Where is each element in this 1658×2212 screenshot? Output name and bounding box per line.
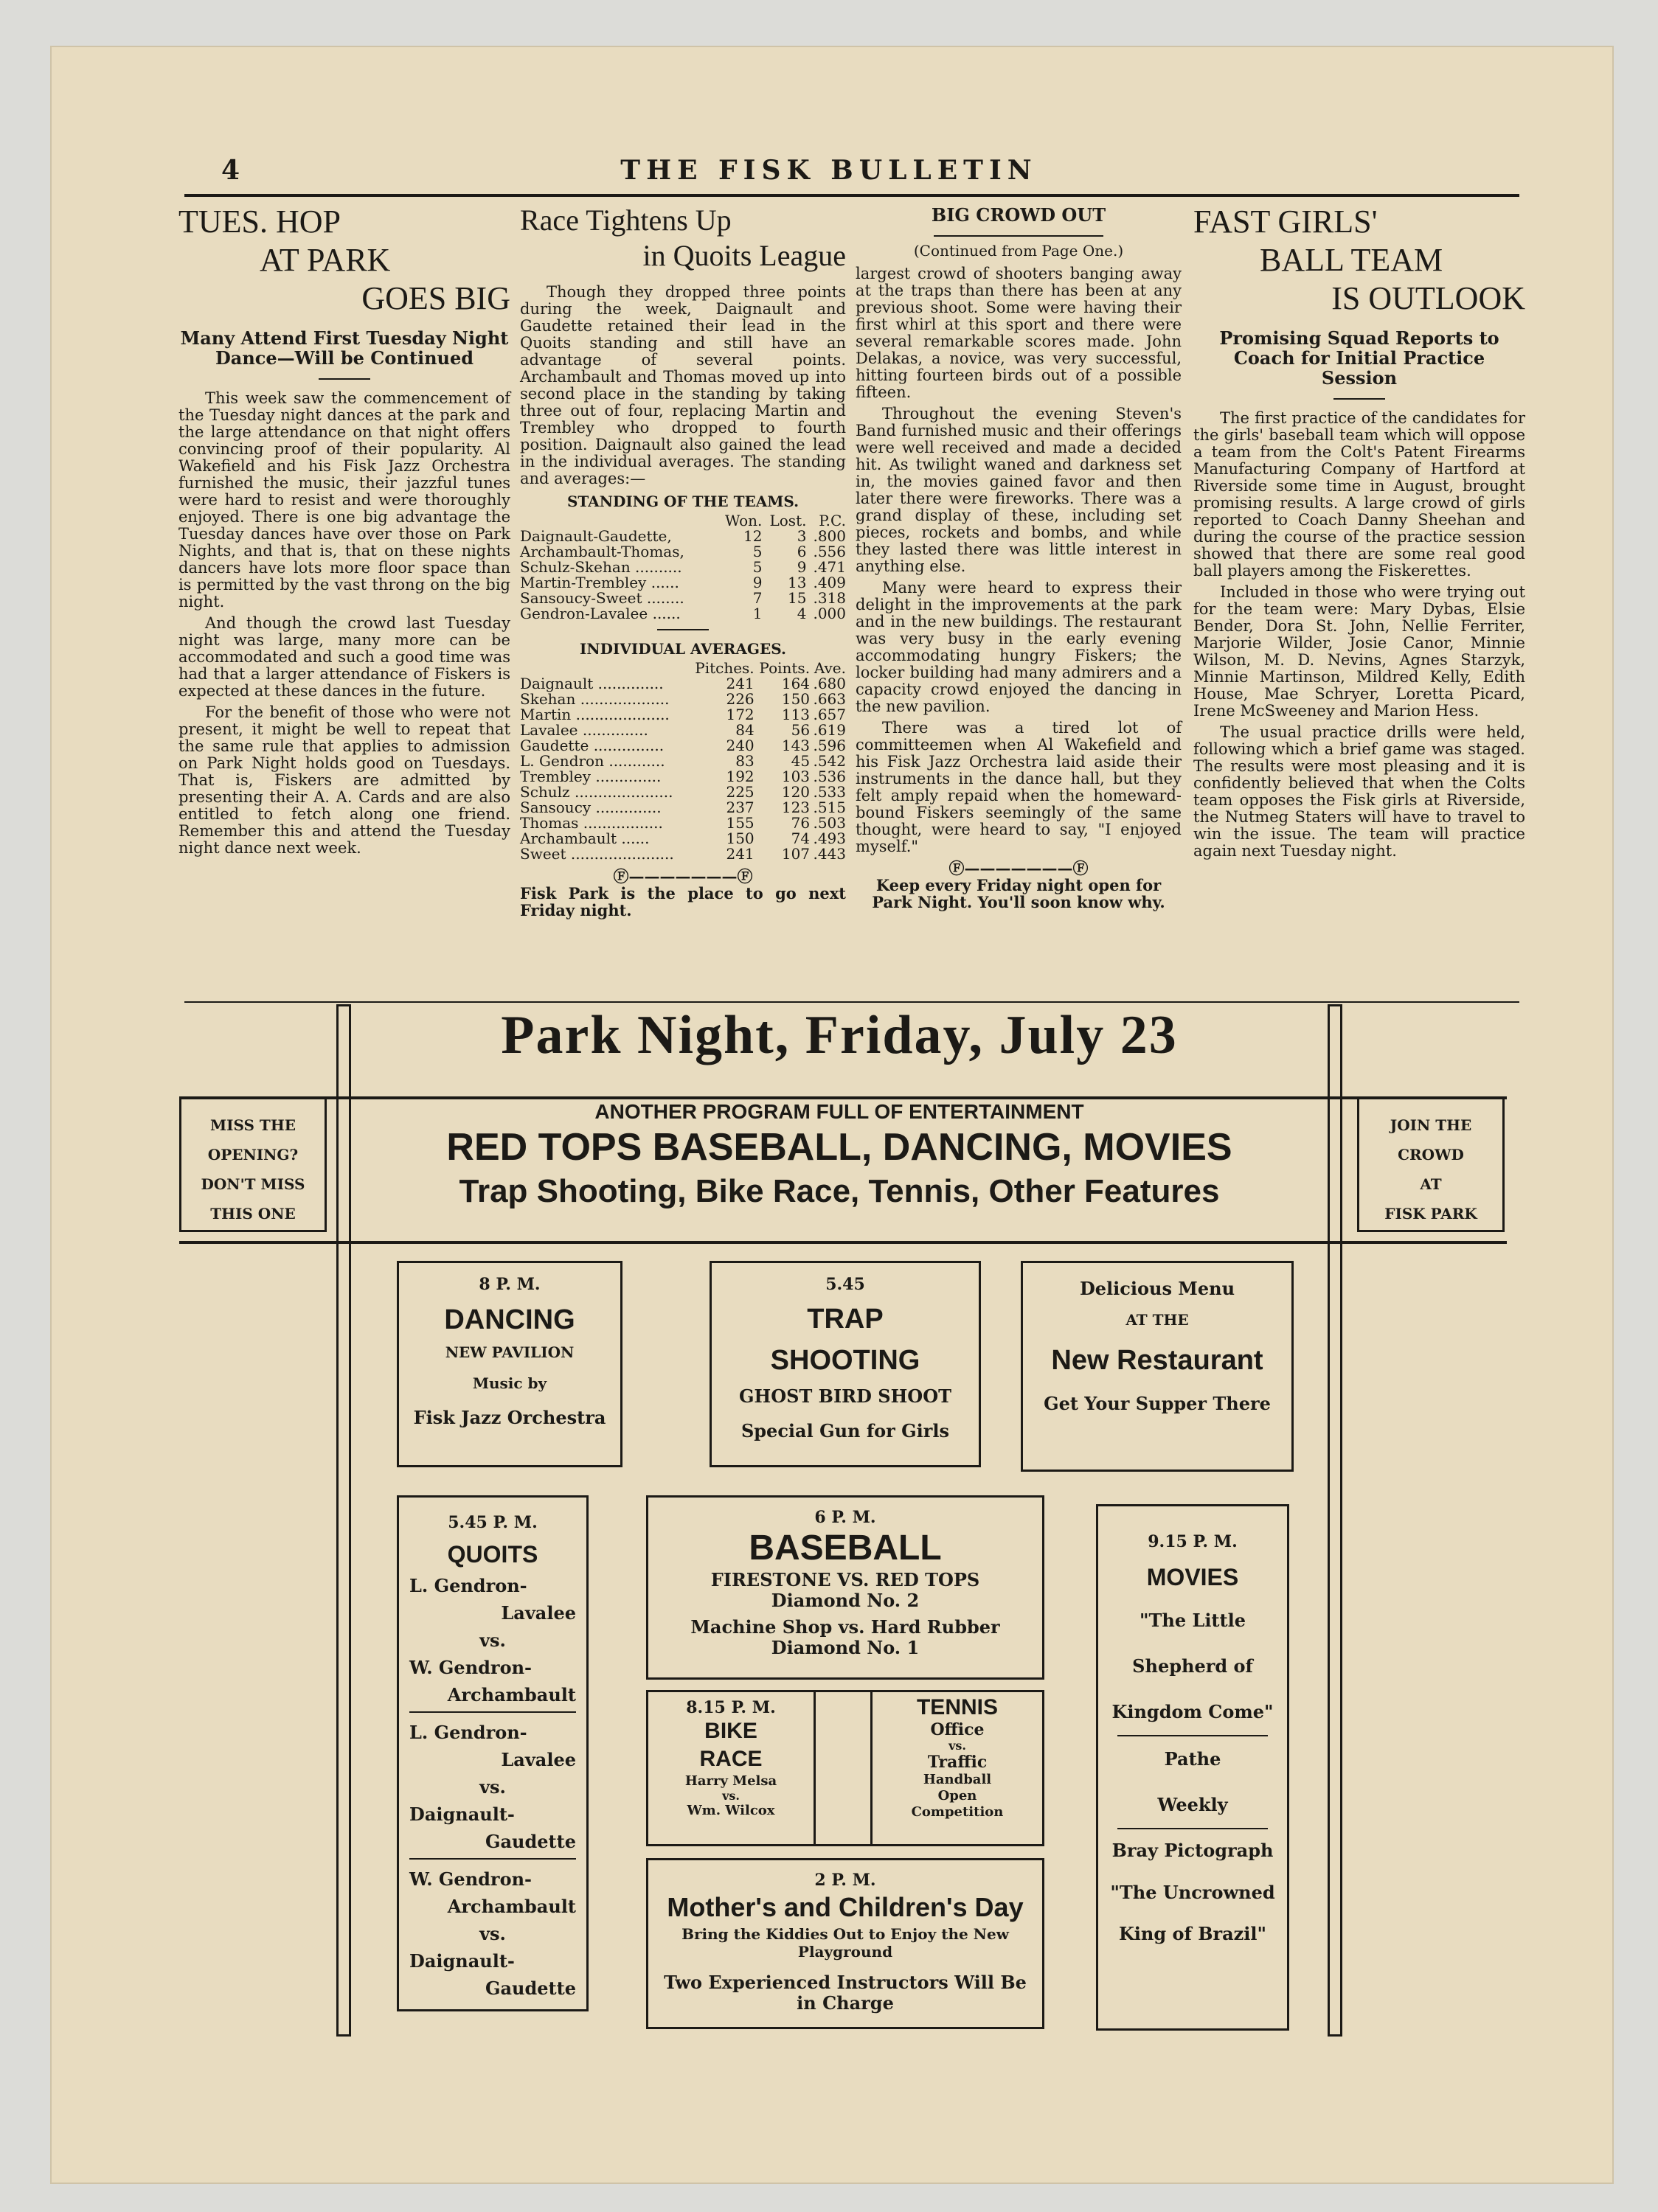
ad-right-line: CROWD xyxy=(1398,1146,1464,1164)
cell: 7 xyxy=(752,589,763,607)
team: Daignault- xyxy=(409,1950,515,1972)
filler-divider: Ⓕ———————Ⓕ xyxy=(613,867,753,886)
cell: 120 xyxy=(781,783,811,801)
table-row xyxy=(520,738,846,754)
team: Office xyxy=(930,1720,985,1739)
headline-line: FAST GIRLS' xyxy=(1193,204,1378,240)
event-sub: GHOST BIRD SHOOT xyxy=(739,1385,951,1407)
ad-restaurant-box xyxy=(1021,1261,1294,1472)
quoits-match xyxy=(409,1865,576,2002)
film-title: King of Brazil" xyxy=(1118,1923,1267,1944)
table-header xyxy=(520,661,689,676)
cell: Archambault ...... xyxy=(520,830,650,847)
paragraph: And though the crowd last Tuesday night was large, many more can be accommodated and such a good time was had that a larger attendance of Fiskers is expected at these dances in the future. xyxy=(178,614,510,700)
film-title: Shepherd of xyxy=(1132,1655,1253,1677)
film-title: "The Little xyxy=(1140,1610,1246,1631)
headline xyxy=(1193,203,1525,318)
headline xyxy=(520,203,846,274)
team: L. Gendron- xyxy=(409,1722,527,1743)
cell: 84 xyxy=(735,721,755,739)
event-title: New Restaurant xyxy=(1051,1345,1263,1376)
team: Lavalee xyxy=(501,1749,576,1770)
cell: 192 xyxy=(726,768,755,785)
ad-left-line: MISS THE xyxy=(210,1116,296,1134)
cell: L. Gendron ............ xyxy=(520,752,665,770)
vs: vs. xyxy=(479,1630,506,1651)
ad-right-line: FISK PARK xyxy=(1384,1205,1477,1222)
cell: .800 xyxy=(813,527,846,545)
event-title: TENNIS xyxy=(916,1695,998,1719)
filler-divider: Ⓕ———————Ⓕ xyxy=(948,859,1089,877)
article-girls-ball-team xyxy=(1193,203,1525,864)
event-time: 8 P. M. xyxy=(479,1275,541,1294)
filler-text: Fisk Park is the place to go next Friday night. xyxy=(520,884,846,919)
headline-line: GOES BIG xyxy=(361,280,510,316)
article-big-crowd xyxy=(856,206,1182,911)
paragraph: The first practice of the candidates for the girls' baseball team which will oppose a team from the Colt's Patent Firearms Manufacturing Company of Hartford at Riverside some time in August, brought promising results. A large crowd of girls reported to Coach Danny Sheehan and during the course of the practice session showed that there are some real good ball players among the Fiskerettes. xyxy=(1193,409,1525,580)
table-header: Points. xyxy=(759,659,811,677)
cell: 107 xyxy=(781,845,811,863)
table-row xyxy=(520,846,846,862)
cell: .471 xyxy=(813,558,846,576)
cell: Sweet ...................... xyxy=(520,845,674,863)
vs: vs. xyxy=(948,1739,966,1753)
ad-left-line: OPENING? xyxy=(207,1146,299,1164)
cell: Thomas ................. xyxy=(520,814,663,832)
ad-trap-box xyxy=(710,1261,981,1467)
event-note: Special Gun for Girls xyxy=(740,1420,950,1441)
page-number: 4 xyxy=(221,155,240,186)
table-row xyxy=(520,591,846,606)
table-row xyxy=(520,529,846,544)
event-sub: Bring the Kiddies Out to Enjoy the New Playground xyxy=(681,1925,1009,1961)
cell: 225 xyxy=(726,783,755,801)
event-time: 5.45 P. M. xyxy=(448,1513,538,1532)
headline-line: BALL TEAM xyxy=(1260,242,1443,278)
cell: Sansoucy .............. xyxy=(520,799,662,816)
event-title: Mother's and Children's Day xyxy=(667,1892,1024,1922)
vs: vs. xyxy=(479,1923,506,1944)
film-title: Weekly xyxy=(1157,1794,1228,1815)
event-note: Handball xyxy=(923,1772,992,1787)
ad-tennis-box xyxy=(870,1690,1044,1846)
event-note: Get Your Supper There xyxy=(1044,1393,1271,1414)
cell: .596 xyxy=(813,737,846,754)
paragraph: This week saw the commencement of the Tuesday night dances at the park and the large attendance on that night offers convincing proof of their popularity. Al Wakefield and his Fisk Jazz Orchestra furnished the music, their jazzful tunes were hard to resist and were thoroughly enjoyed. There is one big advantage the Tuesday dances have over those on Park Nights, and that is, that on these nights dancers have lots more floor space than is permitted by the vast throng on the big night. xyxy=(178,389,510,611)
masthead-rule xyxy=(184,194,1519,197)
film-title: Kingdom Come" xyxy=(1111,1701,1274,1722)
ad-bike-box xyxy=(646,1690,816,1846)
event-title: MOVIES xyxy=(1146,1564,1239,1590)
table-header: Lost. xyxy=(769,512,807,529)
event-title: BIKE xyxy=(704,1719,757,1743)
paragraph: For the benefit of those who were not present, it might be well to repeat that the same rule that applies to admission on Park Night holds good on Tuesdays. That is, Fiskers are admitted by presenting their A. A. Cards and are also entitled to fetch along one friend. Remember this and attend the Tuesday night dance next week. xyxy=(178,703,510,857)
cell: Schulz ..................... xyxy=(520,783,673,801)
event-note: Delicious Menu xyxy=(1079,1278,1235,1299)
ad-dancing-box xyxy=(397,1261,622,1467)
paragraph: The usual practice drills were held, following which a brief game was staged. The results were most pleasing and it is confidently believed that when the Colts team opposes the Fisk girls at Riverside, the Nutmeg Staters will have to travel to win the issue. The team will practice again next Tuesday night. xyxy=(1193,723,1525,860)
ad-left-line: DON'T MISS xyxy=(201,1175,305,1193)
event-note: Fisk Jazz Orchestra xyxy=(413,1407,606,1428)
subheadline: Promising Squad Reports to Coach for Initial Practice Session xyxy=(1219,327,1499,389)
table-row xyxy=(520,575,846,591)
divider xyxy=(657,629,709,630)
cell: 12 xyxy=(743,527,763,545)
cell: Lavalee .............. xyxy=(520,721,648,739)
cell: .657 xyxy=(813,706,846,723)
ad-banner xyxy=(351,1100,1328,1212)
cell: Gendron-Lavalee ...... xyxy=(520,605,681,622)
paragraph: Many were heard to express their delight in the improvements at the park and in the new buildings. The restaurant was very busy in the early evening accommodating hungry Fiskers; the locker building had many admirers and a capacity crowd enjoyed the dancing in the new pavilion. xyxy=(856,579,1182,715)
divider xyxy=(934,235,1103,237)
headline-line: AT PARK xyxy=(260,242,391,278)
film-title: "The Uncrowned xyxy=(1110,1882,1275,1903)
cell: .663 xyxy=(813,690,846,708)
cell: Martin-Trembley ...... xyxy=(520,574,679,591)
event-note: Competition xyxy=(911,1804,1004,1820)
headline: BIG CROWD OUT xyxy=(931,204,1106,226)
paragraph: Though they dropped three points during the week, Daignault and Gaudette retained their lead in the Quoits standing and still have an advantage of several points. Archambault and Thomas moved up into second place in the standing by taking three out of four, replacing Martin and Trembley who dropped to fourth position. Daignault also gained the lead in the individual averages. The standing and averages:— xyxy=(520,283,846,487)
table-row xyxy=(520,606,846,622)
paragraph: There was a tired lot of committeemen when Al Wakefield and his Fisk Jazz Orchestra laid aside their instruments in the dance hall, but they felt amply repaid when the homeward-bound Fiskers seemingly of the same thought, were heard to say, "I enjoyed myself." xyxy=(856,719,1182,855)
event-title: QUOITS xyxy=(447,1541,538,1568)
ad-title: Park Night, Friday, July 23 xyxy=(501,1005,1178,1065)
team: W. Gendron- xyxy=(409,1657,532,1678)
headline xyxy=(178,203,510,318)
table-row xyxy=(520,800,846,815)
cell: 5 xyxy=(752,543,763,560)
table-row xyxy=(520,769,846,785)
event-time: 8.15 P. M. xyxy=(686,1698,776,1717)
event-note: Open xyxy=(937,1788,977,1804)
section-rule xyxy=(184,1001,1519,1003)
film-title: Pathe xyxy=(1164,1748,1221,1770)
headline-line: IS OUTLOOK xyxy=(1331,280,1525,316)
cell: .680 xyxy=(813,675,846,692)
team: W. Gendron- xyxy=(409,1868,532,1890)
vs: vs. xyxy=(479,1776,506,1798)
team: Gaudette xyxy=(485,1978,576,1999)
vs: vs. xyxy=(722,1789,740,1803)
event-venue: Diamond No. 2 xyxy=(771,1590,920,1611)
cell: 164 xyxy=(781,675,811,692)
cell: 155 xyxy=(726,814,755,832)
ad-movies-box xyxy=(1096,1504,1289,2031)
cell: Schulz-Skehan .......... xyxy=(520,558,682,576)
cell: 240 xyxy=(726,737,755,754)
ad-right-line: AT xyxy=(1420,1175,1442,1193)
divider xyxy=(1333,398,1385,400)
event-title: DANCING xyxy=(444,1304,575,1335)
quoits-match xyxy=(409,1719,576,1855)
event-title: TRAP xyxy=(807,1304,884,1335)
event-title: BASEBALL xyxy=(749,1528,942,1568)
cell: 76 xyxy=(791,814,811,832)
ad-banner-line3: Trap Shooting, Bike Race, Tennis, Other Features xyxy=(459,1173,1220,1209)
team: Traffic xyxy=(927,1753,988,1772)
cell: .493 xyxy=(813,830,846,847)
cell: 45 xyxy=(791,752,811,770)
cell: .542 xyxy=(813,752,846,770)
headline-line: in Quoits League xyxy=(642,239,846,272)
cell: 15 xyxy=(788,589,807,607)
table-header xyxy=(520,513,718,529)
cell: Skehan ................... xyxy=(520,690,670,708)
standing-title: STANDING OF THE TEAMS. xyxy=(566,493,799,510)
cell: 241 xyxy=(726,675,755,692)
table-row xyxy=(520,707,846,723)
event-note: Two Experienced Instructors Will Be in Charge xyxy=(664,1972,1027,2014)
cell: Gaudette ............... xyxy=(520,737,665,754)
team: Gaudette xyxy=(485,1831,576,1852)
event-time: 2 P. M. xyxy=(814,1871,876,1890)
cell: 4 xyxy=(797,605,807,622)
cell: .503 xyxy=(813,814,846,832)
cell: 237 xyxy=(726,799,755,816)
cell: 9 xyxy=(797,558,807,576)
team: Daignault- xyxy=(409,1804,515,1825)
cell: .000 xyxy=(813,605,846,622)
newspaper-title: THE FISK BULLETIN xyxy=(620,155,1038,186)
cell: .536 xyxy=(813,768,846,785)
event-venue: Diamond No. 1 xyxy=(771,1637,920,1658)
event-title: SHOOTING xyxy=(770,1345,920,1376)
film-title: Bray Pictograph xyxy=(1111,1840,1274,1861)
cell: Daignault .............. xyxy=(520,675,664,692)
cell: 56 xyxy=(791,721,811,739)
cell: 9 xyxy=(752,574,763,591)
team: Lavalee xyxy=(501,1602,576,1624)
event-note: AT THE xyxy=(1125,1311,1189,1329)
divider xyxy=(409,1858,576,1860)
standing-table xyxy=(520,513,846,622)
cell: .318 xyxy=(813,589,846,607)
cell: 1 xyxy=(752,605,763,622)
headline-line: TUES. HOP xyxy=(178,204,341,240)
table-header: Ave. xyxy=(814,659,846,677)
paragraph: Throughout the evening Steven's Band furnished music and their offerings were well received and made a decided hit. As twilight waned and darkness set in, the movies gained favor and then later there were fireworks. There was a grand display of these, including set pieces, rockets and bombs, and while they lasted there was little interest in anything else. xyxy=(856,405,1182,575)
subheadline: Many Attend First Tuesday Night Dance—Will be Continued xyxy=(180,327,509,369)
table-row xyxy=(520,676,846,692)
table-header: P.C. xyxy=(819,512,846,529)
cell: 150 xyxy=(781,690,811,708)
ad-left-box xyxy=(179,1096,327,1232)
ad-left-line: THIS ONE xyxy=(210,1205,296,1222)
cell: 103 xyxy=(781,768,811,785)
racer: Harry Melsa xyxy=(684,1773,777,1789)
team: Archambault xyxy=(447,1684,576,1705)
cell: Sansoucy-Sweet ........ xyxy=(520,589,684,607)
table-row xyxy=(520,560,846,575)
event-game: Machine Shop vs. Hard Rubber xyxy=(690,1616,1000,1638)
event-time: 5.45 xyxy=(825,1275,865,1294)
table-row xyxy=(520,815,846,831)
table-header: Pitches. xyxy=(695,659,755,677)
paragraph: Included in those who were trying out for the team were: Mary Dybas, Elsie Bender, Dora St. John, Nellie Ferriter, Marjorie Wilder, Josie Canor, Minnie Wilson, M. D. Nevins, Agnes Starzyk, Minnie Martinson, Mildred Kelly, Edith House, Mae Schryer, Loretta Picard, Irene McSweeney and Marion Hess. xyxy=(1193,583,1525,720)
cell: 143 xyxy=(781,737,811,754)
event-sub: NEW PAVILION xyxy=(445,1343,575,1361)
ad-mothers-box xyxy=(646,1858,1044,2029)
event-time: 6 P. M. xyxy=(814,1508,876,1527)
table-row xyxy=(520,723,846,738)
cell: 226 xyxy=(726,690,755,708)
quoits-match xyxy=(409,1572,576,1708)
filler-text: Keep every Friday night open for Park Night. You'll soon know why. xyxy=(872,876,1165,911)
cell: 172 xyxy=(726,706,755,723)
ad-baseball-box xyxy=(646,1495,1044,1680)
cell: 83 xyxy=(735,752,755,770)
cell: 123 xyxy=(781,799,811,816)
team: L. Gendron- xyxy=(409,1575,527,1596)
cell: 241 xyxy=(726,845,755,863)
cell: .515 xyxy=(813,799,846,816)
cell: .556 xyxy=(813,543,846,560)
cell: Archambault-Thomas, xyxy=(520,543,684,560)
cell: 74 xyxy=(791,830,811,847)
cell: 13 xyxy=(788,574,807,591)
table-header-row xyxy=(520,661,846,676)
divider xyxy=(409,1711,576,1713)
ad-banner-line2: RED TOPS BASEBALL, DANCING, MOVIES xyxy=(446,1126,1232,1169)
cell: Trembley .............. xyxy=(520,768,662,785)
cell: .533 xyxy=(813,783,846,801)
cell: Daignault-Gaudette, xyxy=(520,527,672,545)
table-row xyxy=(520,692,846,707)
divider xyxy=(319,378,370,380)
event-game: FIRESTONE VS. RED TOPS xyxy=(710,1569,980,1590)
cell: 150 xyxy=(726,830,755,847)
table-header-row xyxy=(520,513,846,529)
racer: Wm. Wilcox xyxy=(687,1803,775,1818)
cell: .619 xyxy=(813,721,846,739)
ad-quoits-box xyxy=(397,1495,589,2011)
event-title: RACE xyxy=(699,1747,763,1771)
article-quoits xyxy=(520,203,846,919)
table-row xyxy=(520,754,846,769)
article-tues-hop xyxy=(178,203,510,861)
event-note: Music by xyxy=(472,1374,547,1392)
averages-title: INDIVIDUAL AVERAGES. xyxy=(580,640,786,658)
cell: 3 xyxy=(797,527,807,545)
ad-banner-line1: ANOTHER PROGRAM FULL OF ENTERTAINMENT xyxy=(594,1100,1084,1123)
ad-right-line: JOIN THE xyxy=(1390,1116,1472,1134)
continued-note: (Continued from Page One.) xyxy=(913,242,1124,260)
paragraph: largest crowd of shooters banging away at the traps than there has been at any previous shoot. Some were having their first whirl at this sport and there were several remarkable scores made. John Delakas, a novice, was very successful, hitting fourteen birds out of a possible fifteen. xyxy=(856,265,1182,401)
cell: 113 xyxy=(781,706,811,723)
event-time: 9.15 P. M. xyxy=(1148,1532,1238,1551)
cell: .443 xyxy=(813,845,846,863)
table-row xyxy=(520,544,846,560)
cell: .409 xyxy=(813,574,846,591)
table-header: Won. xyxy=(724,512,763,529)
headline-line: Race Tightens Up xyxy=(520,204,732,237)
table-row xyxy=(520,785,846,800)
cell: Martin .................... xyxy=(520,706,670,723)
team: Archambault xyxy=(447,1896,576,1917)
table-row xyxy=(520,831,846,846)
ad-right-box xyxy=(1357,1096,1505,1232)
cell: 5 xyxy=(752,558,763,576)
cell: 6 xyxy=(797,543,807,560)
averages-table xyxy=(520,661,846,862)
